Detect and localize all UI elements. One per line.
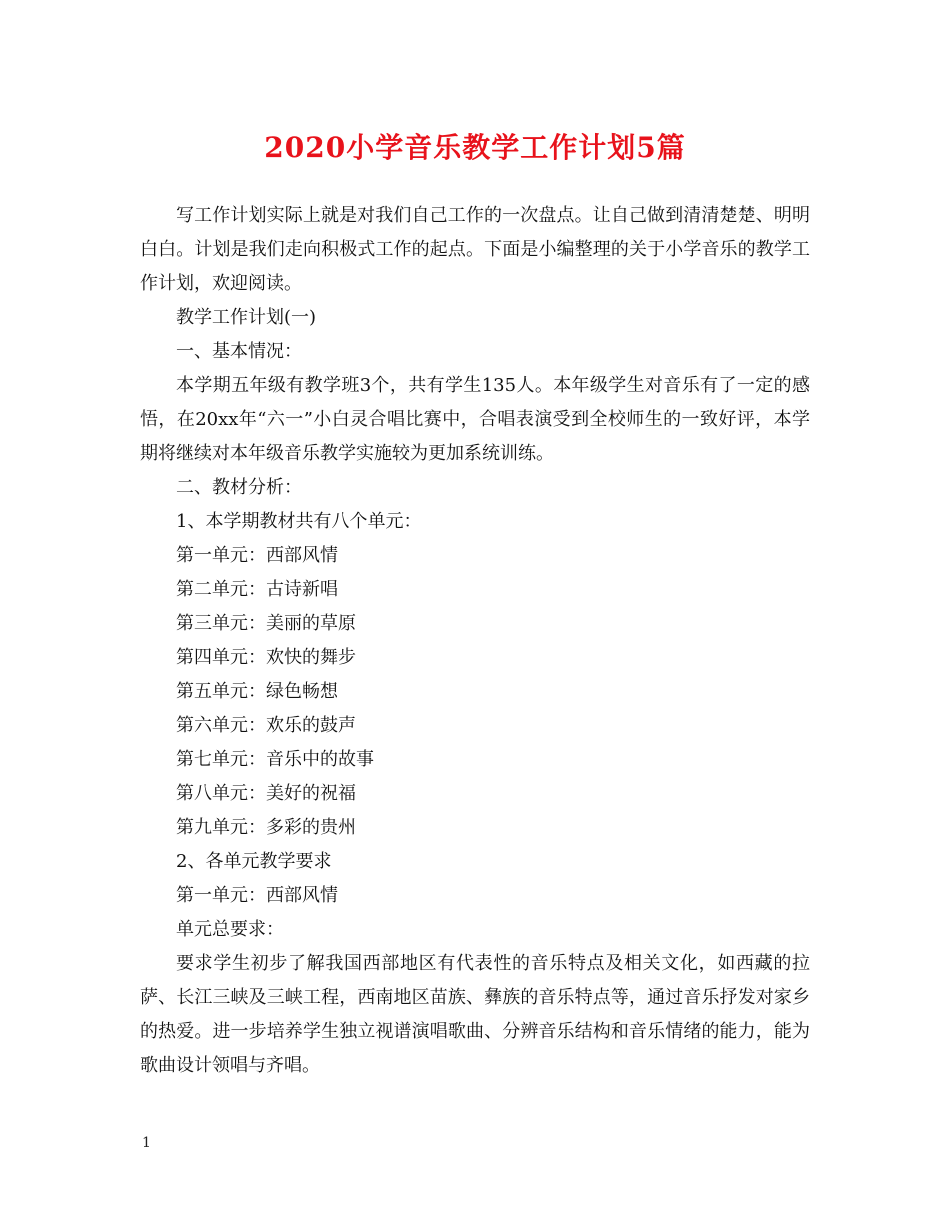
unit-list-item: 第六单元：欢乐的鼓声 (176, 715, 356, 736)
plan-heading: 教学工作计划(一) (176, 307, 317, 328)
requirements-heading: 2、各单元教学要求 (176, 851, 332, 872)
basic-situation-paragraph: 本学期五年级有教学班3个，共有学生135人。本年级学生对音乐有了一定的感悟，在20xx年“六一”小白灵合唱比赛中，合唱表演受到全校师生的一致好评，本学期将继续对本年级音乐教学实施较为更加系统训练。 (140, 375, 810, 464)
unit-list (140, 539, 810, 845)
intro-paragraph: 写工作计划实际上就是对我们自己工作的一次盘点。让自己做到清清楚楚、明明白白。计划是我们走向积极式工作的起点。下面是小编整理的关于小学音乐的教学工作计划，欢迎阅读。 (140, 205, 810, 294)
unit-list-item: 第七单元：音乐中的故事 (176, 749, 374, 770)
page-number: 1 (142, 1135, 151, 1151)
unit-one-heading: 第一单元：西部风情 (176, 885, 338, 906)
unit-list-item: 第五单元：绿色畅想 (176, 681, 338, 702)
units-intro: 1、本学期教材共有八个单元： (176, 511, 422, 532)
unit-list-item: 第二单元：古诗新唱 (176, 579, 338, 600)
unit-list-item: 第四单元：欢快的舞步 (176, 647, 356, 668)
document-title: 2020小学音乐教学工作计划5篇 (264, 131, 686, 164)
unit-list-item: 第三单元：美丽的草原 (176, 613, 356, 634)
section-heading-textbook-analysis: 二、教材分析： (176, 477, 302, 498)
unit-list-item: 第九单元：多彩的贵州 (176, 817, 356, 838)
unit-overall-requirements-label: 单元总要求： (176, 919, 284, 940)
document-body (140, 199, 810, 1083)
unit-list-item: 第一单元：西部风情 (176, 545, 338, 566)
unit-one-requirements-paragraph: 要求学生初步了解我国西部地区有代表性的音乐特点及相关文化，如西藏的拉萨、长江三峡及三峡工程，西南地区苗族、彝族的音乐特点等，通过音乐抒发对家乡的热爱。进一步培养学生独立视谱演唱歌曲、分辨音乐结构和音乐情绪的能力，能为歌曲设计领唱与齐唱。 (140, 953, 810, 1076)
unit-list-item: 第八单元：美好的祝福 (176, 783, 356, 804)
section-heading-basic-situation: 一、基本情况： (176, 341, 302, 362)
